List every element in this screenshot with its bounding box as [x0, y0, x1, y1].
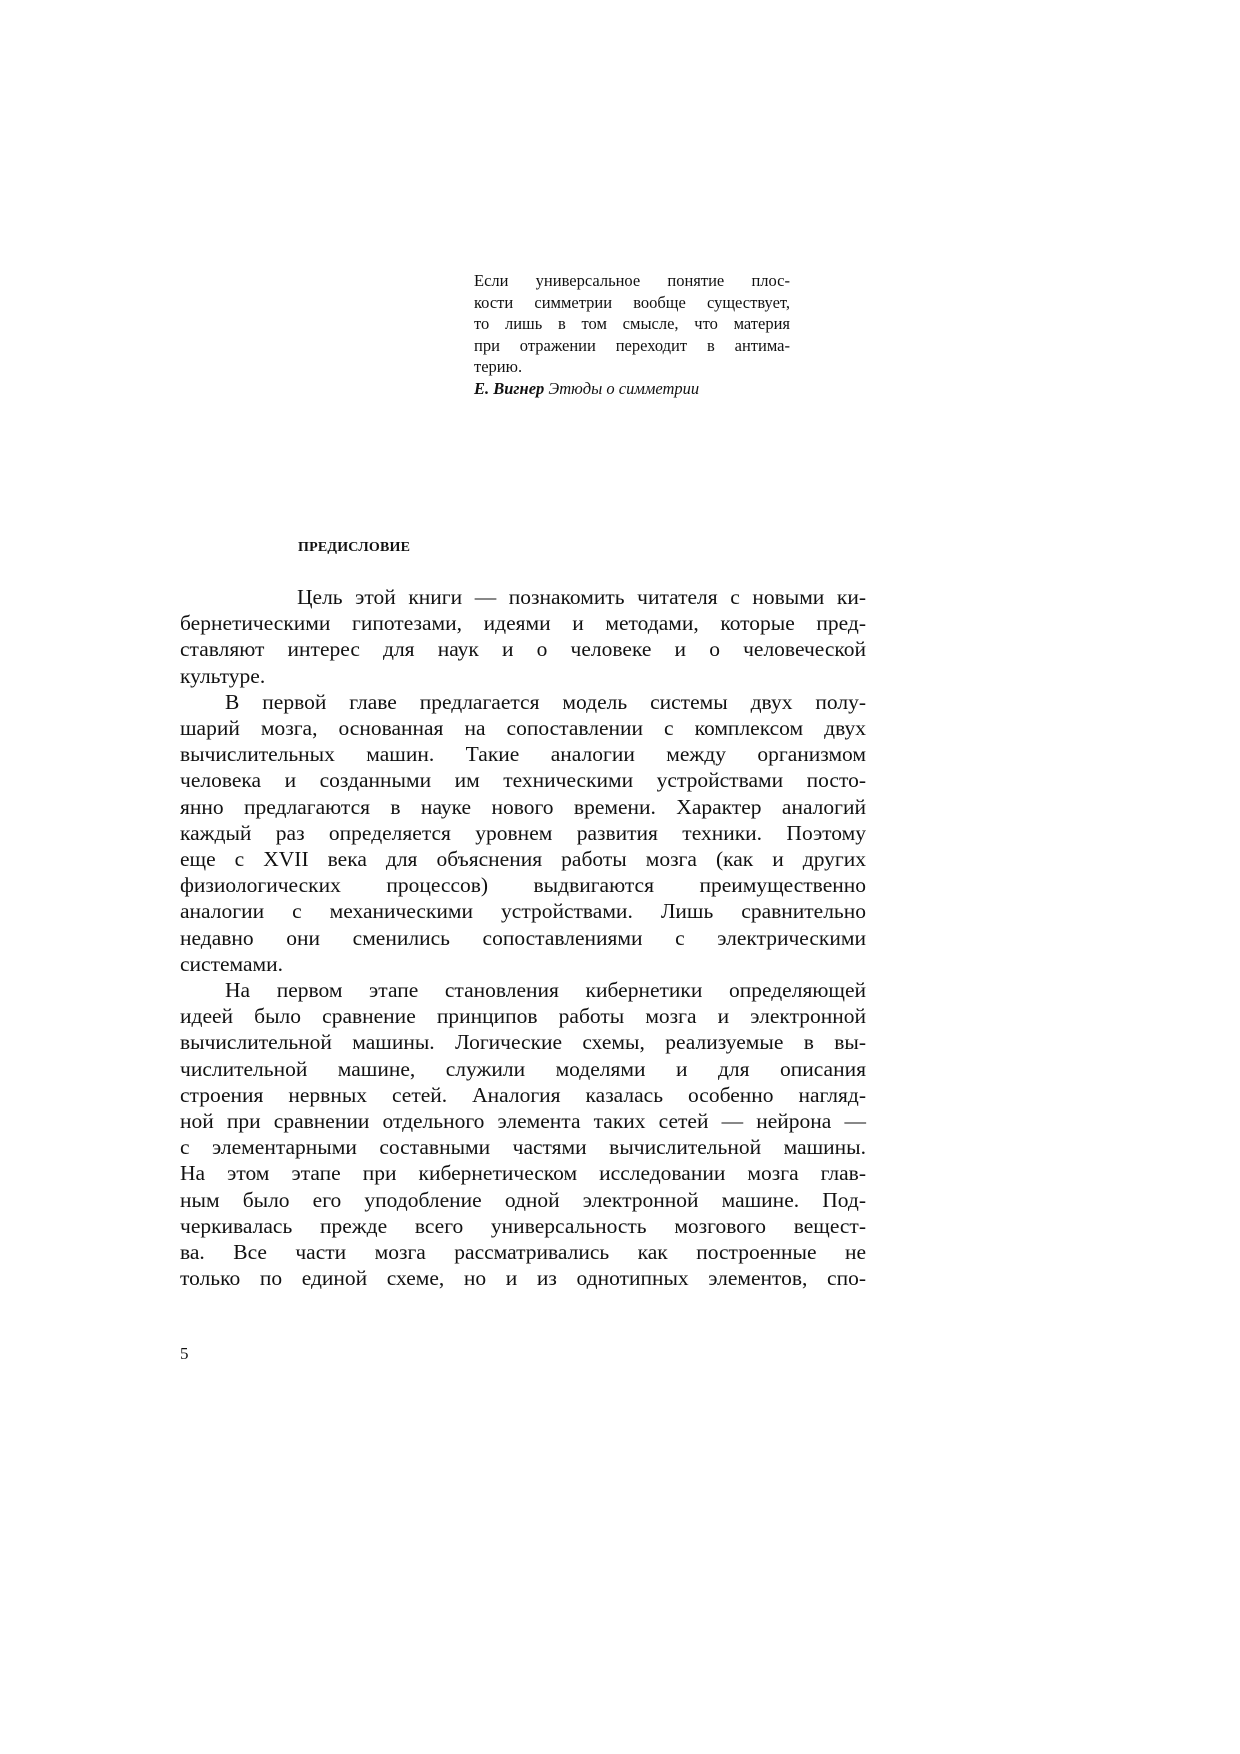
text-line: человека и созданными им техническими устройствами посто-	[180, 768, 866, 793]
text-line: системами.	[180, 951, 284, 976]
text-line: с элементарными составными частями вычислительной машины.	[180, 1135, 866, 1160]
text-line: ным было его уподобление одной электронной машине. Под-	[180, 1187, 866, 1212]
text-line: шарий мозга, основанная на сопоставлении с комплексом двух	[180, 716, 866, 741]
epigraph-author: Е. Вигнер	[474, 378, 545, 398]
epigraph-line: кости симметрии вообще существует,	[474, 292, 790, 312]
text-line: В первой главе предлагается модель системы двух полу-	[225, 689, 866, 714]
text-line: вычислительных машин. Такие аналогии между организмом	[180, 742, 866, 767]
body-text	[180, 584, 866, 1291]
text-line: ной при сравнении отдельного элемента таких сетей — нейрона —	[180, 1109, 866, 1134]
text-line: идеей было сравнение принципов работы мозга и электронной	[180, 1004, 866, 1029]
text-line: еще с XVII века для объяснения работы мозга (как и других	[180, 847, 866, 872]
text-line: Цель этой книги — познакомить читателя с новыми ки-	[297, 585, 866, 609]
epigraph-work: Этюды о симметрии	[548, 378, 700, 398]
text-line: янно предлагаются в науке нового времени. Характер аналогий	[180, 794, 866, 819]
text-line: только по единой схеме, но и из однотипных элементов, спо-	[180, 1266, 866, 1291]
text-line: черкивалась прежде всего универсальность мозгового вещест-	[180, 1213, 866, 1238]
page-number: 5	[180, 1344, 189, 1363]
text-line: ставляют интерес для наук и о человеке и о человеческой	[180, 637, 866, 662]
text-line: бернетическими гипотезами, идеями и методами, которые пред-	[180, 611, 866, 636]
epigraph-line: то лишь в том смысле, что материя	[474, 314, 790, 333]
text-line: ва. Все части мозга рассматривались как построенные не	[180, 1240, 866, 1265]
text-line: культуре.	[180, 663, 266, 688]
epigraph-line: Если универсальное понятие плос-	[474, 271, 790, 290]
epigraph	[474, 270, 790, 399]
text-line: На этом этапе при кибернетическом исследовании мозга глав-	[180, 1161, 866, 1186]
text-line: недавно они сменились сопоставлениями с электрическими	[180, 925, 866, 950]
text-line: каждый раз определяется уровнем развития техники. Поэтому	[180, 820, 866, 845]
text-line: На первом этапе становления кибернетики определяющей	[225, 978, 866, 1003]
section-heading: ПРЕДИСЛОВИЕ	[298, 540, 411, 555]
epigraph-attribution	[474, 378, 790, 400]
text-line: числительной машине, служили моделями и для описания	[180, 1056, 866, 1081]
text-line: физиологических процессов) выдвигаются преимущественно	[180, 873, 866, 898]
text-line: аналогии с механическими устройствами. Лишь сравнительно	[180, 899, 866, 924]
text-line: строения нервных сетей. Аналогия казалась особенно нагляд-	[180, 1082, 866, 1107]
epigraph-line: при отражении переходит в антима-	[474, 335, 790, 355]
epigraph-line: терию.	[474, 357, 523, 376]
text-line: вычислительной машины. Логические схемы, реализуемые в вы-	[180, 1030, 866, 1055]
